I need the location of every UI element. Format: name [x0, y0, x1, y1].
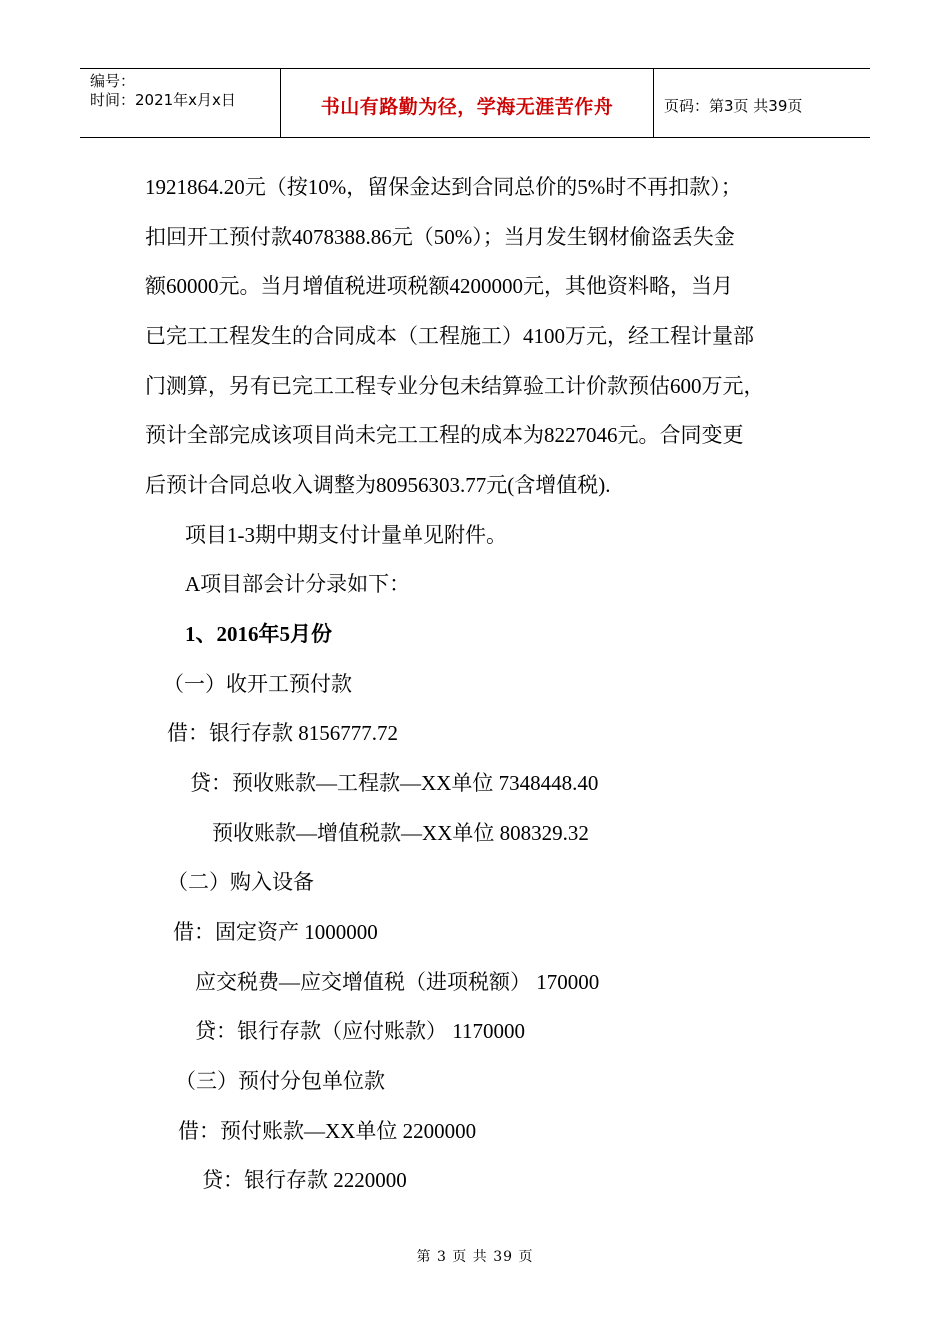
- journal-entry-line: 预收账款—增值税款—XX单位 808329.32: [212, 821, 589, 845]
- date-label: 时间：2021年x月x日: [90, 91, 236, 109]
- paragraph-line: 预计全部完成该项目尚未完工工程的成本为8227046元。合同变更: [145, 423, 744, 447]
- journal-entry-line: 应交税费—应交增值税（进项税额） 170000: [195, 970, 600, 994]
- paragraph-line: 项目1-3期中期支付计量单见附件。: [185, 523, 507, 547]
- subsection-heading: （一）收开工预付款: [163, 672, 352, 696]
- journal-entry-line: 借：银行存款 8156777.72: [167, 721, 398, 745]
- paragraph-line: 后预计合同总收入调整为80956303.77元(含增值税).: [145, 473, 611, 497]
- journal-entry-line: 借：预付账款—XX单位 2200000: [178, 1119, 477, 1143]
- subsection-heading: （三）预付分包单位款: [175, 1069, 385, 1093]
- paragraph-line: 额60000元。当月增值税进项税额4200000元，其他资料略，当月: [145, 274, 733, 298]
- paragraph-line: A项目部会计分录如下：: [185, 572, 411, 596]
- paragraph-line: 扣回开工预付款4078388.86元（50%）；当月发生钢材偷盗丢失金: [145, 225, 735, 249]
- section-heading: 1、2016年5月份: [185, 622, 332, 646]
- subsection-heading: （二）购入设备: [167, 870, 314, 894]
- paragraph-line: 已完工工程发生的合同成本（工程施工）4100万元，经工程计量部: [145, 324, 754, 348]
- page-footer: 第 3 页 共 39 页: [416, 1249, 534, 1265]
- header-page-info: 页码：第3页 共39页: [664, 96, 803, 115]
- journal-entry-line: 贷：预收账款—工程款—XX单位 7348448.40: [190, 771, 599, 795]
- paragraph-line: 1921864.20元（按10%，留保金达到合同总价的5%时不再扣款）；: [145, 175, 742, 199]
- header-meta: [80, 69, 281, 137]
- page-header: [80, 68, 870, 138]
- paragraph-line: 门测算，另有已完工工程专业分包未结算验工计价款预估600万元，: [145, 374, 765, 398]
- journal-entry-line: 贷：银行存款 2220000: [202, 1168, 407, 1192]
- serial-label: 编号：: [90, 72, 136, 90]
- header-motto: 书山有路勤为径，学海无涯苦作舟: [281, 69, 654, 137]
- journal-entry-line: 借：固定资产 1000000: [173, 920, 378, 944]
- journal-entry-line: 贷：银行存款（应付账款） 1170000: [195, 1019, 525, 1043]
